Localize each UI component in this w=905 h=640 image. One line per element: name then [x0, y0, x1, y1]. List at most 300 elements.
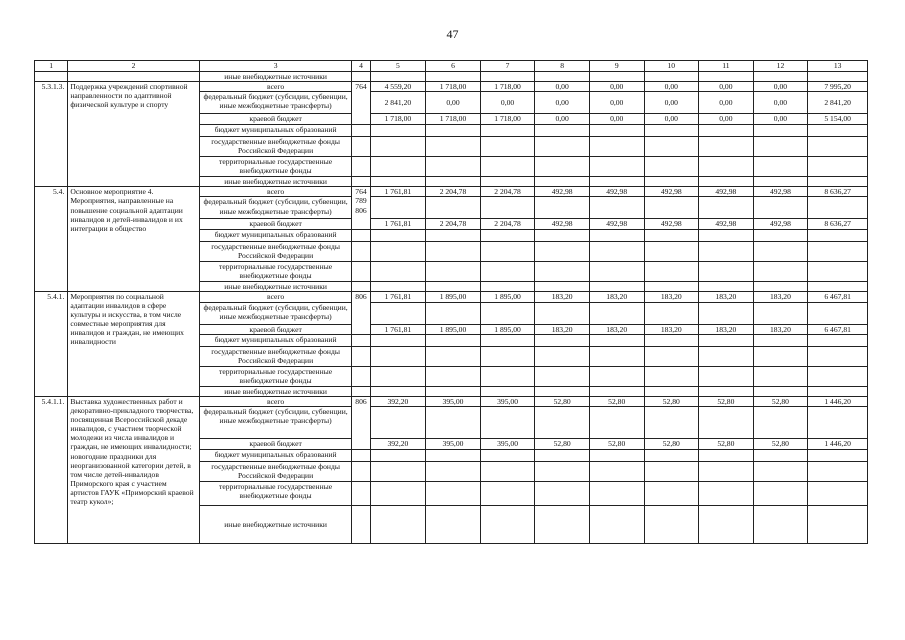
value-cell: 392,20 [370, 396, 426, 406]
value-cell [589, 366, 644, 386]
table-row [35, 291, 868, 302]
value-cell [426, 406, 481, 438]
value-cell [699, 197, 754, 219]
value-cell [644, 334, 699, 346]
item-name: Основное мероприятие 4. Мероприятия, направленные на повышение социальной адаптации инвалидов и детей-инвалидов и их интеграции в общество [68, 187, 199, 291]
source-cell: бюджет муниципальных образований [199, 229, 352, 241]
source-cell: иные внебюджетные источники [199, 72, 352, 82]
value-cell [808, 241, 868, 261]
value-cell [535, 281, 590, 291]
grbs-cell [352, 291, 370, 334]
value-cell [589, 302, 644, 324]
value-cell: 1 718,00 [426, 114, 481, 125]
value-cell [589, 334, 644, 346]
value-cell [370, 229, 426, 241]
value-cell: 2 204,78 [480, 187, 535, 197]
value-cell [370, 346, 426, 366]
value-cell: 492,98 [589, 187, 644, 197]
value-cell [480, 241, 535, 261]
value-cell: 395,00 [426, 396, 481, 406]
column-header: 4 [352, 61, 370, 72]
value-cell [644, 177, 699, 187]
value-cell [699, 366, 754, 386]
value-cell: 2 204,78 [480, 219, 535, 229]
grbs-code: 764 [355, 187, 367, 197]
value-cell: 8 636,27 [808, 219, 868, 229]
source-cell: федеральный бюджет (субсидии, субвенции, иные межбюджетные трансферты) [199, 406, 352, 438]
column-header-row [35, 61, 868, 72]
value-cell: 52,80 [535, 438, 590, 449]
value-cell [426, 346, 481, 366]
value-cell [426, 481, 481, 505]
value-cell [589, 229, 644, 241]
source-cell: иные внебюджетные источники [199, 281, 352, 291]
value-cell [699, 505, 754, 543]
value-cell: 4 559,20 [370, 82, 426, 92]
value-cell: 0,00 [480, 92, 535, 114]
source-cell: государственные внебюджетные фонды Российской Федерации [199, 241, 352, 261]
value-cell: 0,00 [699, 114, 754, 125]
value-cell: 1 718,00 [370, 114, 426, 125]
source-cell: всего [199, 187, 352, 197]
column-header: 13 [808, 61, 868, 72]
source-cell: территориальные государственные внебюджетные фонды [199, 366, 352, 386]
value-cell [699, 229, 754, 241]
value-cell [370, 366, 426, 386]
value-cell: 1 718,00 [480, 114, 535, 125]
value-cell [699, 334, 754, 346]
value-cell: 492,98 [699, 187, 754, 197]
value-cell [370, 261, 426, 281]
item-code: 5.4.1. [35, 291, 68, 396]
value-cell [808, 334, 868, 346]
value-cell: 0,00 [535, 82, 590, 92]
value-cell: 52,80 [753, 396, 808, 406]
value-cell [699, 177, 754, 187]
source-cell: территориальные государственные внебюджетные фонды [199, 157, 352, 177]
value-cell [589, 461, 644, 481]
grbs-code: 806 [355, 396, 367, 406]
value-cell [808, 386, 868, 396]
grbs-code: 764 [355, 82, 367, 92]
value-cell: 52,80 [644, 396, 699, 406]
value-cell [808, 346, 868, 366]
source-cell: бюджет муниципальных образований [199, 125, 352, 137]
column-header: 6 [426, 61, 481, 72]
value-cell [753, 481, 808, 505]
value-cell [644, 366, 699, 386]
value-cell: 52,80 [644, 438, 699, 449]
value-cell: 1 718,00 [426, 82, 481, 92]
value-cell [753, 449, 808, 461]
value-cell: 0,00 [426, 92, 481, 114]
value-cell: 52,80 [535, 396, 590, 406]
value-cell [644, 386, 699, 396]
value-cell [480, 449, 535, 461]
value-cell [535, 157, 590, 177]
value-cell [426, 197, 481, 219]
value-cell [808, 505, 868, 543]
value-cell [753, 229, 808, 241]
table-row [35, 72, 868, 82]
page-number: 47 [446, 27, 459, 41]
value-cell [480, 261, 535, 281]
value-cell: 2 204,78 [426, 219, 481, 229]
value-cell [589, 197, 644, 219]
value-cell [480, 197, 535, 219]
value-cell [370, 386, 426, 396]
value-cell [535, 386, 590, 396]
value-cell: 183,20 [589, 324, 644, 334]
value-cell: 7 995,20 [808, 82, 868, 92]
source-cell: территориальные государственные внебюджетные фонды [199, 481, 352, 505]
source-cell: всего [199, 396, 352, 406]
grbs-cell [352, 82, 370, 125]
value-cell: 52,80 [589, 396, 644, 406]
value-cell [535, 481, 590, 505]
value-cell [426, 157, 481, 177]
value-cell [753, 461, 808, 481]
value-cell [535, 229, 590, 241]
value-cell [699, 137, 754, 157]
value-cell [370, 481, 426, 505]
value-cell: 0,00 [589, 82, 644, 92]
value-cell [753, 505, 808, 543]
value-cell [535, 505, 590, 543]
value-cell [589, 281, 644, 291]
value-cell: 0,00 [753, 92, 808, 114]
value-cell [808, 261, 868, 281]
value-cell [644, 281, 699, 291]
source-cell: всего [199, 82, 352, 92]
column-header: 1 [35, 61, 68, 72]
value-cell [753, 406, 808, 438]
value-cell [808, 406, 868, 438]
value-cell [589, 241, 644, 261]
table-row [35, 82, 868, 92]
value-cell: 183,20 [753, 324, 808, 334]
item-code: 5.4. [35, 187, 68, 291]
value-cell [753, 281, 808, 291]
value-cell [480, 137, 535, 157]
value-cell [426, 125, 481, 137]
value-cell [589, 261, 644, 281]
source-cell: государственные внебюджетные фонды Российской Федерации [199, 137, 352, 157]
grbs-cell [352, 187, 370, 229]
value-cell [699, 157, 754, 177]
value-cell [426, 366, 481, 386]
item-name: Поддержка учреждений спортивной направленности по адаптивной физической культуре и спорту [68, 82, 199, 187]
value-cell: 0,00 [535, 92, 590, 114]
value-cell [426, 334, 481, 346]
value-cell [808, 366, 868, 386]
value-cell [370, 157, 426, 177]
value-cell [535, 366, 590, 386]
table-row [35, 396, 868, 406]
value-cell [426, 281, 481, 291]
value-cell [480, 281, 535, 291]
value-cell [426, 386, 481, 396]
value-cell [535, 334, 590, 346]
column-header: 11 [699, 61, 754, 72]
source-cell: краевой бюджет [199, 219, 352, 229]
value-cell [808, 137, 868, 157]
value-cell: 1 895,00 [480, 324, 535, 334]
value-cell: 52,80 [699, 438, 754, 449]
value-cell [535, 197, 590, 219]
value-cell: 492,98 [753, 219, 808, 229]
value-cell: 395,00 [480, 396, 535, 406]
value-cell [370, 125, 426, 137]
value-cell: 183,20 [753, 291, 808, 302]
value-cell [480, 481, 535, 505]
value-cell: 492,98 [753, 187, 808, 197]
value-cell [589, 137, 644, 157]
value-cell: 5 154,00 [808, 114, 868, 125]
value-cell [370, 505, 426, 543]
grbs-cell [352, 396, 370, 449]
value-cell [480, 157, 535, 177]
value-cell: 2 204,78 [426, 187, 481, 197]
value-cell: 183,20 [535, 291, 590, 302]
value-cell [589, 449, 644, 461]
value-cell [753, 261, 808, 281]
value-cell: 492,98 [535, 187, 590, 197]
value-cell [699, 386, 754, 396]
value-cell [644, 261, 699, 281]
value-cell: 183,20 [535, 324, 590, 334]
value-cell [644, 406, 699, 438]
value-cell [753, 366, 808, 386]
value-cell [644, 137, 699, 157]
value-cell [644, 157, 699, 177]
source-cell: иные внебюджетные источники [199, 386, 352, 396]
value-cell [480, 229, 535, 241]
value-cell: 1 718,00 [480, 82, 535, 92]
value-cell [480, 406, 535, 438]
grbs-code: 789 [355, 196, 367, 206]
value-cell: 1 895,00 [480, 291, 535, 302]
value-cell: 183,20 [699, 324, 754, 334]
value-cell [644, 346, 699, 366]
value-cell [370, 406, 426, 438]
value-cell [808, 461, 868, 481]
value-cell: 492,98 [589, 219, 644, 229]
value-cell [589, 406, 644, 438]
value-cell [753, 177, 808, 187]
value-cell [426, 449, 481, 461]
item-name: Мероприятия по социальной адаптации инвалидов в сфере культуры и искусства, в том числе совместные мероприятия для инвалидов и граждан, не имеющих инвалидности [68, 291, 199, 396]
value-cell [480, 366, 535, 386]
value-cell: 6 467,81 [808, 324, 868, 334]
value-cell [644, 481, 699, 505]
value-cell [644, 229, 699, 241]
value-cell: 392,20 [370, 438, 426, 449]
value-cell [426, 177, 481, 187]
value-cell: 395,00 [426, 438, 481, 449]
item-name: Выставка художественных работ и декоративно-прикладного творчества, посвященная Всероссийской декаде инвалидов, с участием творческой молодежи из числа инвалидов и граждан, не имеющих инвалидности; новогодние праздники для неорганизованной категории детей, в том числе детей-инвалидов Приморского края с участием артистов ГАУК «Приморский краевой театр кукол»; [68, 396, 199, 543]
value-cell [426, 137, 481, 157]
value-cell: 183,20 [644, 291, 699, 302]
value-cell [699, 261, 754, 281]
value-cell [480, 461, 535, 481]
value-cell: 492,98 [699, 219, 754, 229]
value-cell: 183,20 [644, 324, 699, 334]
value-cell: 1 761,81 [370, 187, 426, 197]
value-cell [480, 177, 535, 187]
value-cell [753, 197, 808, 219]
value-cell [480, 302, 535, 324]
source-cell: иные внебюджетные источники [199, 177, 352, 187]
value-cell: 1 446,20 [808, 396, 868, 406]
table-body [35, 61, 868, 544]
value-cell [426, 461, 481, 481]
value-cell [426, 261, 481, 281]
value-cell [699, 281, 754, 291]
value-cell [370, 197, 426, 219]
value-cell [808, 125, 868, 137]
value-cell [589, 125, 644, 137]
value-cell: 0,00 [699, 92, 754, 114]
value-cell [699, 406, 754, 438]
value-cell [808, 177, 868, 187]
source-cell: всего [199, 291, 352, 302]
table-row [35, 187, 868, 197]
value-cell: 183,20 [589, 291, 644, 302]
value-cell: 1 446,20 [808, 438, 868, 449]
value-cell [535, 261, 590, 281]
value-cell: 0,00 [699, 82, 754, 92]
value-cell [370, 137, 426, 157]
value-cell [699, 346, 754, 366]
value-cell: 1 761,81 [370, 219, 426, 229]
value-cell: 2 841,20 [808, 92, 868, 114]
value-cell [808, 281, 868, 291]
value-cell [753, 157, 808, 177]
value-cell: 1 761,81 [370, 291, 426, 302]
value-cell [699, 461, 754, 481]
grbs-code: 806 [355, 291, 367, 301]
value-cell [535, 449, 590, 461]
source-cell: федеральный бюджет (субсидии, субвенции, иные межбюджетные трансферты) [199, 92, 352, 114]
value-cell [808, 229, 868, 241]
column-header: 7 [480, 61, 535, 72]
value-cell [370, 177, 426, 187]
source-cell: территориальные государственные внебюджетные фонды [199, 261, 352, 281]
value-cell [370, 449, 426, 461]
source-cell: бюджет муниципальных образований [199, 334, 352, 346]
column-header: 8 [535, 61, 590, 72]
value-cell: 492,98 [644, 219, 699, 229]
value-cell [480, 386, 535, 396]
value-cell [480, 125, 535, 137]
value-cell [808, 449, 868, 461]
column-header: 3 [199, 61, 352, 72]
source-cell: краевой бюджет [199, 114, 352, 125]
value-cell: 0,00 [535, 114, 590, 125]
value-cell: 0,00 [644, 82, 699, 92]
value-cell: 0,00 [589, 114, 644, 125]
item-code: 5.4.1.1. [35, 396, 68, 543]
source-cell: иные внебюджетные источники [199, 505, 352, 543]
source-cell: краевой бюджет [199, 324, 352, 334]
value-cell [699, 481, 754, 505]
value-cell [480, 505, 535, 543]
value-cell [644, 125, 699, 137]
value-cell: 1 895,00 [426, 324, 481, 334]
value-cell [370, 334, 426, 346]
value-cell [535, 241, 590, 261]
value-cell [808, 197, 868, 219]
value-cell [753, 241, 808, 261]
value-cell: 395,00 [480, 438, 535, 449]
source-cell: государственные внебюджетные фонды Российской Федерации [199, 461, 352, 481]
value-cell: 183,20 [699, 291, 754, 302]
source-cell: федеральный бюджет (субсидии, субвенции, иные межбюджетные трансферты) [199, 197, 352, 219]
value-cell [753, 137, 808, 157]
value-cell [589, 177, 644, 187]
value-cell [426, 505, 481, 543]
value-cell [699, 302, 754, 324]
value-cell: 1 761,81 [370, 324, 426, 334]
budget-table [34, 60, 868, 544]
value-cell [644, 197, 699, 219]
value-cell [426, 302, 481, 324]
value-cell [808, 302, 868, 324]
value-cell [426, 241, 481, 261]
column-header: 10 [644, 61, 699, 72]
column-header: 9 [589, 61, 644, 72]
value-cell: 52,80 [699, 396, 754, 406]
value-cell: 2 841,20 [370, 92, 426, 114]
value-cell [370, 281, 426, 291]
value-cell [699, 241, 754, 261]
value-cell [480, 334, 535, 346]
value-cell: 52,80 [589, 438, 644, 449]
value-cell [753, 346, 808, 366]
value-cell [808, 157, 868, 177]
value-cell [753, 125, 808, 137]
value-cell [480, 346, 535, 366]
value-cell: 0,00 [644, 114, 699, 125]
value-cell [589, 157, 644, 177]
source-cell: бюджет муниципальных образований [199, 449, 352, 461]
value-cell [753, 302, 808, 324]
value-cell [535, 137, 590, 157]
value-cell [699, 125, 754, 137]
column-header: 5 [370, 61, 426, 72]
value-cell: 0,00 [753, 82, 808, 92]
value-cell [699, 449, 754, 461]
grbs-code: 806 [355, 205, 367, 215]
value-cell [644, 302, 699, 324]
value-cell [535, 302, 590, 324]
value-cell: 0,00 [589, 92, 644, 114]
value-cell: 52,80 [753, 438, 808, 449]
value-cell [535, 461, 590, 481]
value-cell [644, 449, 699, 461]
source-cell: государственные внебюджетные фонды Российской Федерации [199, 346, 352, 366]
value-cell [808, 481, 868, 505]
value-cell: 8 636,27 [808, 187, 868, 197]
value-cell [589, 386, 644, 396]
source-cell: федеральный бюджет (субсидии, субвенции, иные межбюджетные трансферты) [199, 302, 352, 324]
value-cell: 492,98 [644, 187, 699, 197]
value-cell [644, 241, 699, 261]
value-cell: 1 895,00 [426, 291, 481, 302]
value-cell [426, 229, 481, 241]
column-header: 2 [68, 61, 199, 72]
